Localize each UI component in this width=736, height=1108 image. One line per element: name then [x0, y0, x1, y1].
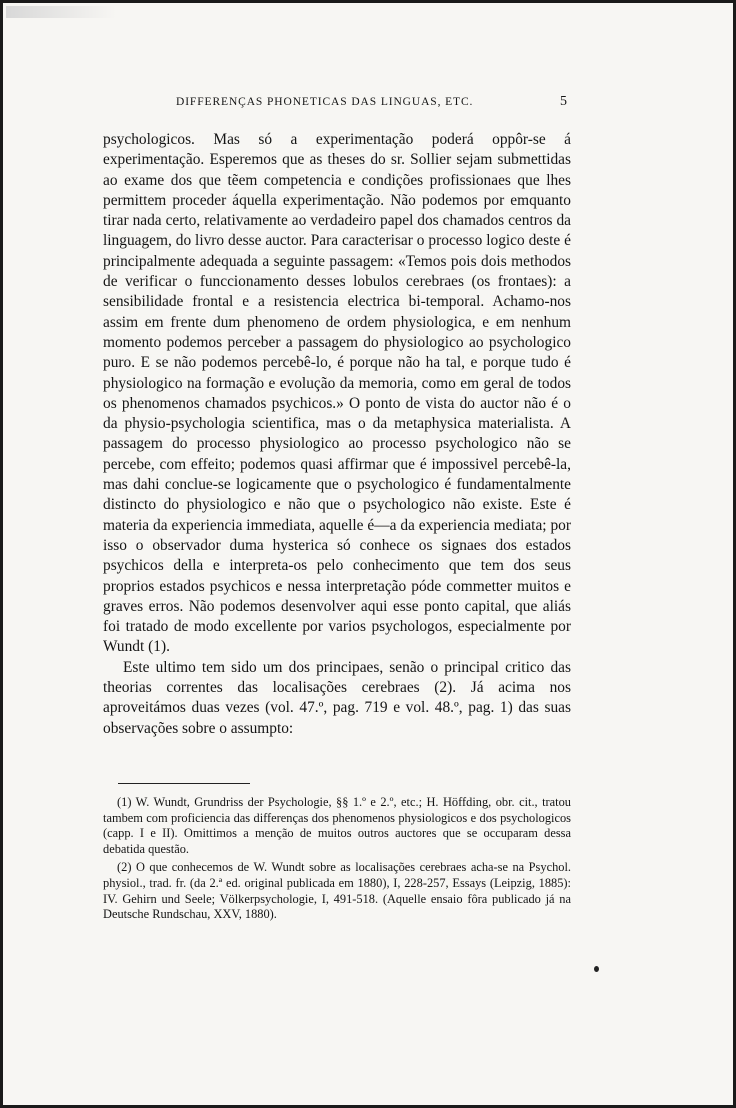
running-title: DIFFERENÇAS PHONETICAS DAS LINGUAS, ETC. — [176, 96, 474, 108]
footnote-1: (1) W. Wundt, Grundriss der Psychologie, §§ 1.º e 2.º, etc.; H. Höffding, obr. cit., tratou tambem com proficiencia das differenças dos phenomenos physiologicos e dos psychologicos (capp. I e II). Omittimos a menção de muitos outros auctores que se occuparam dessa debatida questão. — [103, 795, 571, 856]
footnotes — [103, 795, 571, 926]
scan-edge-shadow — [6, 6, 116, 18]
ink-spot — [594, 966, 599, 972]
paragraph-1: psychologicos. Mas só a experimentação poderá oppôr-se á experimentação. Esperemos que as theses do sr. Sollier sejam submettidas ao exame dos que tẽem competencia e condições profissionaes que lhes permittem proceder áquella experimentação. Não podemos por emquanto tirar nada certo, relativamente ao verdadeiro papel dos chamados centros da linguagem, do livro desse auctor. Para caracterisar o processo logico deste é principalmente adequada a seguinte passagem: «Temos pois dois methodos de verificar o funccionamento desses lobulos cerebraes (os frontaes): a sensibilidade frontal e a resistencia electrica bi-temporal. Achamo-nos assim em frente dum phenomeno de ordem physiologica, e em nenhum momento podemos perceber a passagem do physiologico ao psychologico puro. E se não podemos percebê-lo, é porque não ha tal, e porque tudo é physiologico na formação e evolução da memoria, como em geral de todos os phenomenos chamados psychicos.» O ponto de vista do auctor não é o da physio-psychologia scientifica, mas o da metaphysica materialista. A passagem do processo physiologico ao processo psychologico não se percebe, com effeito; podemos quasi affirmar que é impossivel percebê-la, mas dahi conclue-se logicamente que o psychologico é fundamentalmente distincto do physiologico e não que o psychologico não existe. Este é materia da experiencia immediata, aquelle é—a da experiencia mediata; por isso o observador duma hysterica só conhece os signaes dos estados psychicos della e interpreta-os pelo conhecimento que tem dos seus proprios estados psychicos e nessa interpretação póde commetter muitos e graves erros. Não podemos desenvolver aqui esse ponto capital, que aliás foi tratado de modo excellente por varios psychologos, especialmente por Wundt (1). — [103, 131, 571, 656]
paragraph-2: Este ultimo tem sido um dos principaes, senão o principal critico das theorias correntes das localisações cerebraes (2). Já acima nos aproveitámos duas vezes (vol. 47.º, pag. 719 e vol. 48.º, pag. 1) das suas observações sobre o assumpto: — [103, 658, 571, 737]
body-text — [103, 130, 571, 739]
page-number: 5 — [560, 94, 567, 109]
footnote-separator — [118, 783, 250, 784]
footnote-2: (2) O que conhecemos de W. Wundt sobre as localisações cerebraes acha-se na Psychol. physiol., trad. fr. (da 2.ª ed. original publicada em 1880), I, 228-257, Essays (Leipzig, 1885): IV. Gehirn und Seele; Völkerpsychologie, I, 491-518. (Aquelle ensaio fôra publicado já na Deutsche Rundschau, XXV, 1880). — [103, 860, 571, 922]
